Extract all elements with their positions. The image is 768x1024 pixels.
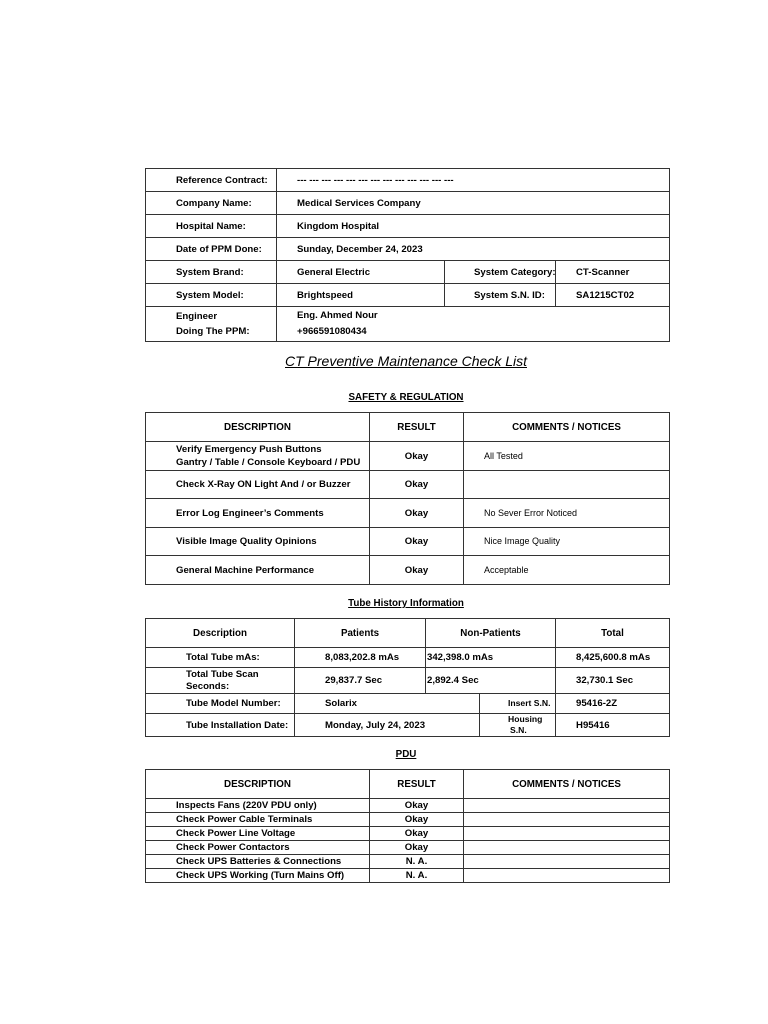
tube-col-description: Description — [146, 619, 295, 648]
row-description: Check UPS Batteries & Connections — [146, 855, 370, 869]
tube-scan-non-patients: 2,892.4 Sec — [426, 668, 556, 694]
table-row — [146, 714, 670, 737]
tube-col-patients: Patients — [295, 619, 426, 648]
tube-model-value: Solarix — [295, 694, 480, 714]
table-row — [146, 556, 670, 585]
row-result: Okay — [370, 827, 464, 841]
tube-housing-label-line1: Housing — [508, 714, 543, 724]
row-description: Check Power Line Voltage — [146, 827, 370, 841]
date-label: Date of PPM Done: — [146, 238, 277, 261]
row-result: Okay — [370, 499, 464, 528]
tube-housing-value: H95416 — [556, 714, 670, 737]
engineer-phone: +966591080434 — [297, 326, 367, 337]
row-comment — [464, 813, 670, 827]
row-result: Okay — [370, 528, 464, 556]
row-comment — [464, 855, 670, 869]
engineer-label-line1: Engineer — [176, 311, 218, 322]
row-description: General Machine Performance — [146, 556, 370, 585]
row-comment — [464, 841, 670, 855]
table-row — [146, 869, 670, 883]
pdu-table — [145, 769, 670, 883]
safety-col-result: RESULT — [370, 413, 464, 442]
row-description — [146, 442, 370, 471]
tube-housing-label-line2: S.N. — [510, 725, 527, 735]
model-value: Brightspeed — [277, 284, 445, 307]
tube-housing-label — [480, 714, 556, 737]
engineer-name: Eng. Ahmed Nour — [297, 310, 378, 321]
tube-scan-label-line1: Total Tube Scan — [186, 668, 259, 680]
pdu-col-result: RESULT — [370, 770, 464, 799]
table-row — [146, 442, 670, 471]
safety-heading: SAFETY & REGULATION — [348, 392, 464, 403]
row-description: Visible Image Quality Opinions — [146, 528, 370, 556]
tube-mas-label: Total Tube mAs: — [146, 648, 295, 668]
row-comment — [464, 471, 670, 499]
table-row — [146, 648, 670, 668]
hospital-label: Hospital Name: — [146, 215, 277, 238]
table-row — [146, 799, 670, 813]
row-description-line2: Gantry / Table / Console Keyboard / PDU — [176, 457, 361, 468]
sn-value: SA1215CT02 — [556, 284, 670, 307]
reference-label: Reference Contract: — [146, 169, 277, 192]
tube-mas-non-patients: 342,398.0 mAs — [426, 648, 556, 668]
pdu-col-description: DESCRIPTION — [146, 770, 370, 799]
table-row — [146, 471, 670, 499]
row-description: Error Log Engineer’s Comments — [146, 499, 370, 528]
tube-model-label: Tube Model Number: — [146, 694, 295, 714]
company-label: Company Name: — [146, 192, 277, 215]
row-comment — [464, 799, 670, 813]
category-label: System Category: — [445, 261, 556, 284]
tube-scan-patients: 29,837.7 Sec — [295, 668, 426, 694]
tube-install-value: Monday, July 24, 2023 — [295, 714, 480, 737]
engineer-label-line2: Doing The PPM: — [176, 326, 250, 337]
engineer-label — [146, 307, 277, 342]
sn-label: System S.N. ID: — [445, 284, 556, 307]
row-result: Okay — [370, 556, 464, 585]
pdu-col-comments: COMMENTS / NOTICES — [464, 770, 670, 799]
tube-table — [145, 618, 670, 737]
row-description: Inspects Fans (220V PDU only) — [146, 799, 370, 813]
row-description: Check X-Ray ON Light And / or Buzzer — [146, 471, 370, 499]
tube-insert-value: 95416-2Z — [556, 694, 670, 714]
row-description-line1: Verify Emergency Push Buttons — [176, 444, 322, 455]
row-description: Check Power Cable Terminals — [146, 813, 370, 827]
engineer-value — [277, 307, 670, 342]
tube-col-non-patients: Non-Patients — [426, 619, 556, 648]
table-row — [146, 827, 670, 841]
category-value: CT-Scanner — [556, 261, 670, 284]
row-result: N. A. — [370, 869, 464, 883]
info-table — [145, 168, 670, 342]
row-description: Check Power Contactors — [146, 841, 370, 855]
tube-scan-label-line2: Seconds: — [186, 680, 230, 692]
row-result: Okay — [370, 442, 464, 471]
row-comment: Acceptable — [464, 556, 670, 585]
table-row — [146, 841, 670, 855]
row-comment: No Sever Error Noticed — [464, 499, 670, 528]
tube-mas-patients: 8,083,202.8 mAs — [295, 648, 426, 668]
table-row — [146, 528, 670, 556]
tube-scan-label — [146, 668, 295, 694]
reference-value: --- --- --- --- --- --- --- --- --- --- --- --- --- — [277, 169, 670, 192]
company-value: Medical Services Company — [277, 192, 670, 215]
date-value: Sunday, December 24, 2023 — [277, 238, 670, 261]
table-row — [146, 499, 670, 528]
tube-col-total: Total — [556, 619, 670, 648]
row-comment: Nice Image Quality — [464, 528, 670, 556]
safety-col-comments: COMMENTS / NOTICES — [464, 413, 670, 442]
safety-col-description: DESCRIPTION — [146, 413, 370, 442]
row-result: Okay — [370, 841, 464, 855]
brand-value: General Electric — [277, 261, 445, 284]
table-row — [146, 855, 670, 869]
hospital-value: Kingdom Hospital — [277, 215, 670, 238]
tube-install-label: Tube Installation Date: — [146, 714, 295, 737]
tube-scan-total: 32,730.1 Sec — [556, 668, 670, 694]
row-result: Okay — [370, 799, 464, 813]
pdu-heading: PDU — [395, 749, 417, 760]
table-row — [146, 668, 670, 694]
row-comment: All Tested — [464, 442, 670, 471]
row-comment — [464, 827, 670, 841]
row-result: Okay — [370, 471, 464, 499]
tube-insert-label: Insert S.N. — [480, 694, 556, 714]
safety-table — [145, 412, 670, 585]
tube-heading: Tube History Information — [348, 598, 464, 609]
tube-mas-total: 8,425,600.8 mAs — [556, 648, 670, 668]
brand-label: System Brand: — [146, 261, 277, 284]
row-comment — [464, 869, 670, 883]
document-title: CT Preventive Maintenance Check List — [285, 353, 527, 369]
table-row — [146, 694, 670, 714]
table-row — [146, 813, 670, 827]
row-result: N. A. — [370, 855, 464, 869]
row-description: Check UPS Working (Turn Mains Off) — [146, 869, 370, 883]
model-label: System Model: — [146, 284, 277, 307]
row-result: Okay — [370, 813, 464, 827]
